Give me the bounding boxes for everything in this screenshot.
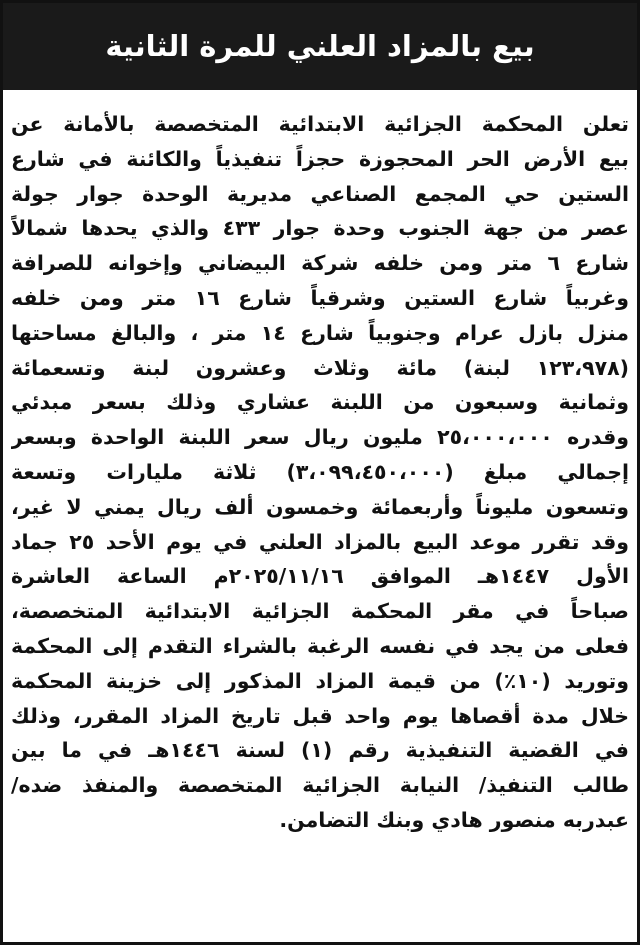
notice-line: طالب التنفيذ/ النيابة الجزائية المتخصصة والمنفذ ضده/	[11, 773, 629, 798]
notice-line: وقد تقرر موعد البيع بالمزاد العلني في يوم الأحد ٢٥ جماد	[11, 529, 629, 554]
notice-line: وغربياً شارع الستين وشرقياً شارع ١٦ متر ومن خلفه	[11, 285, 629, 310]
notice-line: (١٢٣،٩٧٨ لبنة) مائة وثلاث وعشرون لبنة وتسعمائة	[11, 355, 629, 380]
notice-title: بيع بالمزاد العلني للمرة الثانية	[105, 29, 535, 63]
notice-line: شارع ٦ متر ومن خلفه شركة البيضاني وإخوانه للصرافة	[11, 251, 629, 276]
notice-header	[3, 3, 637, 90]
notice-line: صباحاً في مقر المحكمة الجزائية الابتدائية المتخصصة،	[11, 599, 629, 624]
notice-line: عبدربه منصور هادي وبنك التضامن.	[279, 807, 629, 832]
notice-line: وقدره ٢٥،٠٠٠،٠٠٠ مليون ريال سعر اللبنة الواحدة وبسعر	[11, 425, 629, 450]
notice-line: تعلن المحكمة الجزائية الابتدائية المتخصصة بالأمانة عن	[11, 112, 629, 136]
notice-line: فعلى من يجد في نفسه الرغبة بالشراء التقدم إلى المحكمة	[11, 633, 629, 658]
notice-line: خلال مدة أقصاها يوم واحد قبل تاريخ المزاد المقرر، وذلك	[11, 703, 629, 728]
notice-line: إجمالي مبلغ (٣،٠٩٩،٤٥٠،٠٠٠) ثلاثة مليارات وتسعة	[11, 459, 629, 484]
notice-line: عصر من جهة الجنوب وحدة جوار ٤٣٣ والذي يحدها شمالاً	[11, 216, 629, 241]
notice-line: بيع الأرض الحر المحجوزة حجزاً تنفيذياً والكائنة في شارع	[11, 146, 629, 171]
notice-line: وتسعون مليوناً وأربعمائة وخمسون ألف ريال يمني لا غير،	[11, 494, 629, 519]
notice-line: وثمانية وسبعون من اللبنة عشاري وذلك بسعر مبدئي	[11, 390, 629, 415]
notice-line: وتوريد (١٠٪) من قيمة المزاد المذكور إلى خزينة المحكمة	[11, 668, 629, 693]
notice-line: الستين حي المجمع الصناعي مديرية الوحدة جوار جولة	[11, 181, 629, 206]
notice-line: منزل بازل عرام وجنوبياً شارع ١٤ متر ، والبالغ مساحتها	[11, 320, 629, 345]
notice-line: في القضية التنفيذية رقم (١) لسنة ١٤٤٦هـ في ما بين	[11, 738, 629, 763]
notice-body	[11, 107, 629, 934]
notice-line: الأول ١٤٤٧هـ الموافق ٢٠٢٥/١١/١٦م الساعة العاشرة	[11, 564, 629, 589]
